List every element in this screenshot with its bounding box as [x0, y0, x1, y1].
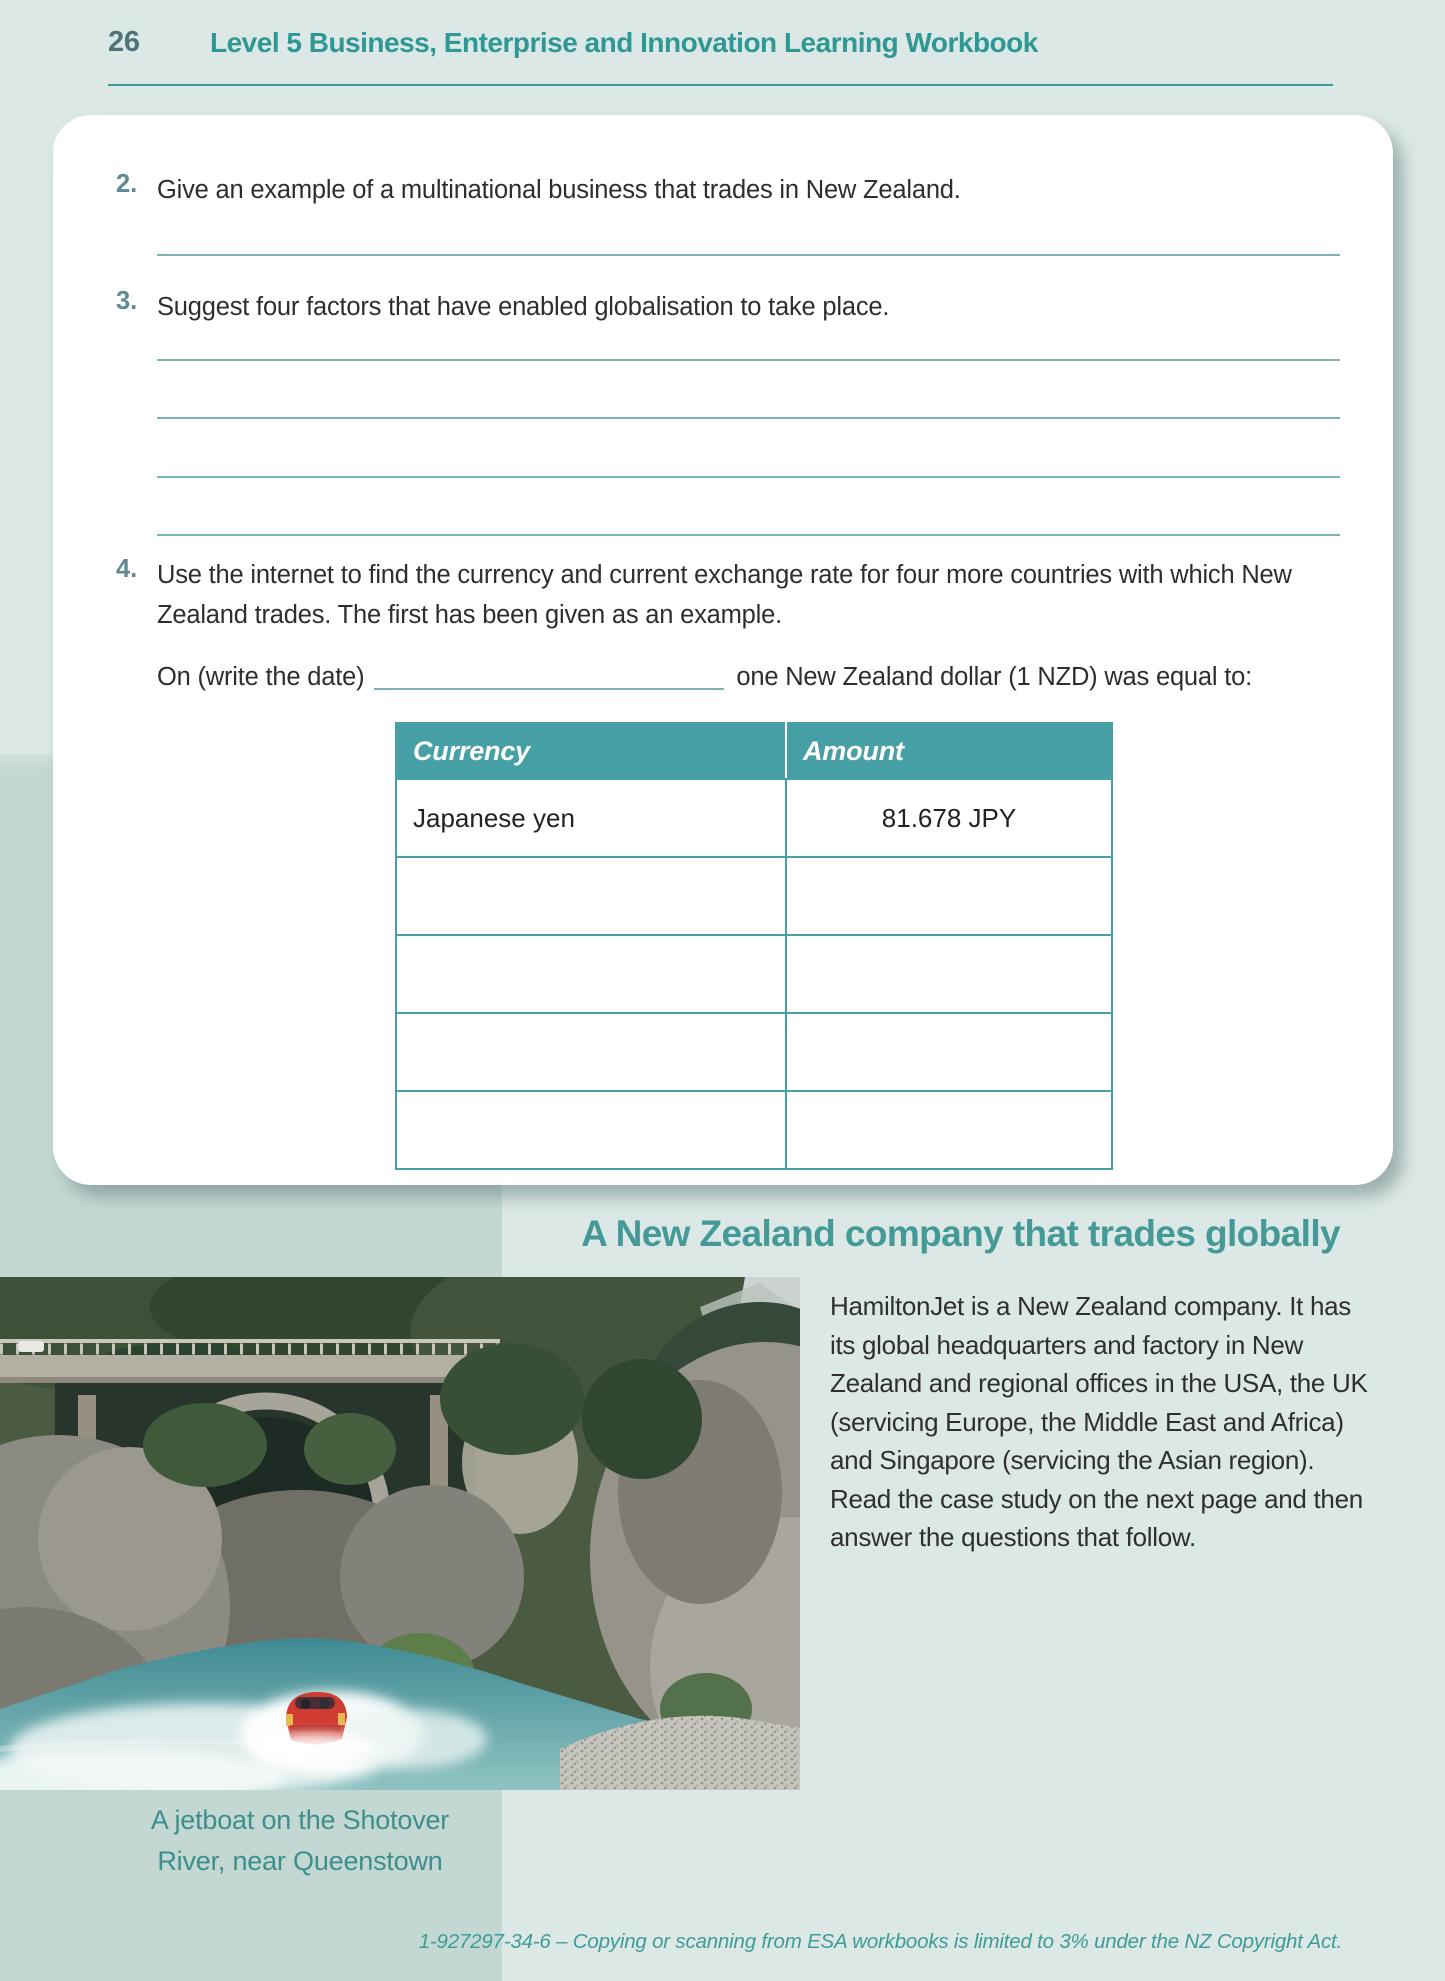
- question-3-answer-line: [157, 417, 1340, 419]
- cell-currency: Japanese yen: [396, 779, 786, 857]
- jetboat-photo: [0, 1277, 800, 1790]
- photo-caption: [70, 1800, 530, 1882]
- page-title: Level 5 Business, Enterprise and Innovation Learning Workbook: [210, 27, 1038, 58]
- header-cell-amount: Amount: [786, 723, 1112, 779]
- cell-amount: [786, 1091, 1112, 1169]
- cell-amount: [786, 935, 1112, 1013]
- question-2-number: 2.: [116, 170, 138, 198]
- header-cell-currency: Currency: [396, 723, 786, 779]
- question-2-answer-line: [157, 254, 1340, 256]
- cell-currency: [396, 857, 786, 935]
- cell-amount: 81.678 JPY: [786, 779, 1112, 857]
- table-row: [396, 1091, 1112, 1169]
- company-paragraph: HamiltonJet is a New Zealand company. It has its global headquarters and factory in New Zealand and regional offices in the USA, the UK (servicing Europe, the Middle East and Africa) and Singapore (servicing the Asian region). Read the case study on the next page and then answer the questions that follow.: [830, 1291, 1368, 1552]
- question-3-text: Suggest four factors that have enabled globalisation to take place.: [157, 293, 890, 321]
- worksheet-card: [53, 115, 1393, 1185]
- caption-line-2: River, near Queenstown: [157, 1846, 443, 1876]
- cell-currency: [396, 935, 786, 1013]
- table-row: [396, 857, 1112, 935]
- table-row: [396, 1013, 1112, 1091]
- date-line-suffix: one New Zealand dollar (1 NZD) was equal to:: [736, 663, 1252, 691]
- question-4-text: Use the internet to find the currency and current exchange rate for four more countries with which New Zealand trades. The first has been given as an example.: [157, 561, 1292, 629]
- cell-amount: [786, 1013, 1112, 1091]
- section-heading: A New Zealand company that trades globally: [581, 1213, 1340, 1254]
- question-3-number: 3.: [116, 287, 138, 315]
- date-blank-field: [374, 660, 724, 690]
- cell-amount: [786, 857, 1112, 935]
- currency-table: [395, 722, 1113, 1170]
- question-4-number: 4.: [116, 555, 138, 583]
- caption-line-1: A jetboat on the Shotover: [150, 1805, 450, 1835]
- question-2-text: Give an example of a multinational business that trades in New Zealand.: [157, 176, 961, 204]
- table-row: [396, 935, 1112, 1013]
- cell-currency: [396, 1013, 786, 1091]
- table-row: [396, 779, 1112, 857]
- currency-table-header-row: [396, 723, 1112, 779]
- footer-copyright: 1-927297-34-6 – Copying or scanning from ESA workbooks is limited to 3% under the NZ Copyright Act.: [418, 1930, 1342, 1953]
- date-line: [157, 660, 1355, 692]
- page-number: 26: [108, 26, 140, 58]
- question-3-answer-line: [157, 359, 1340, 361]
- question-3-answer-line: [157, 534, 1340, 536]
- question-3-answer-line: [157, 476, 1340, 478]
- date-line-prefix: On (write the date): [157, 663, 365, 691]
- header-divider: [108, 84, 1333, 86]
- cell-currency: [396, 1091, 786, 1169]
